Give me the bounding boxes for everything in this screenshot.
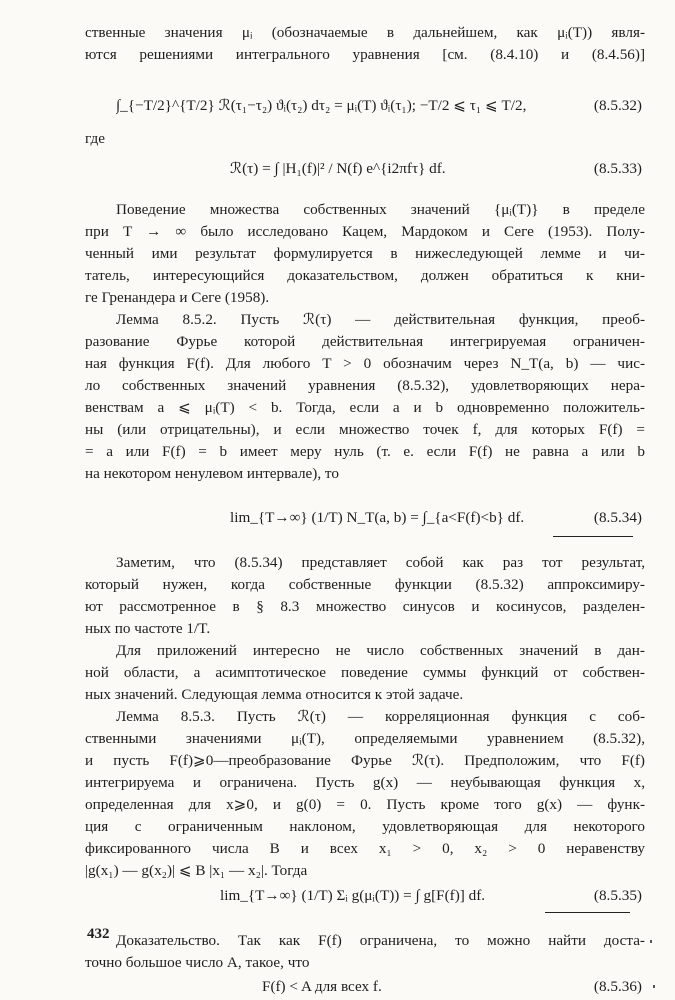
text-line-5: при T → ∞ было исследовано Кацем, Мардоком и Сеге (1953). Полу- [85, 223, 645, 240]
equation-rule [545, 912, 630, 913]
text-line-23: ных значений. Следующая лемма относится к этой задаче. [85, 686, 464, 703]
text-line-24: Лемма 8.5.3. Пусть ℛ(τ) — корреляционная функция с соб- [116, 708, 645, 725]
text-line-14: ны (или отрицательны), и если множество точек f, для которых F(f) = [85, 421, 645, 438]
text-line-11: ная функция F(f). Для любого T > 0 обозначим через N_T(a, b) — чис- [85, 355, 645, 372]
scan-speck [650, 940, 652, 943]
equation-8-5-35: lim_{T→∞} (1/T) Σᵢ g(μᵢ(T)) = ∫ g[F(f)] df. [220, 887, 486, 904]
text-line-26: и пусть F(f)⩾0—преобразование Фурье ℛ(τ). Предположим, что F(f) [85, 752, 645, 769]
equation-8-5-36: F(f) < A для всех f. [262, 978, 382, 995]
text-line-18: который нужен, когда собственные функции (8.5.32) аппроксимиру- [85, 576, 645, 593]
text-line-10: разование Фурье которой действительная интегрируемая ограничен- [85, 333, 645, 350]
text-line-9: Лемма 8.5.2. Пусть ℛ(τ) — действительная функция, преоб- [116, 311, 645, 328]
text-line-12: ло собственных значений уравнения (8.5.32), удовлетворяющих нера- [85, 377, 645, 394]
text-line-1: ственные значения μᵢ (обозначаемые в дальнейшем, как μᵢ(T)) явля- [85, 24, 645, 41]
text-line-2: ются решениями интегрального уравнения [см. (8.4.10) и (8.4.56)] [85, 46, 645, 63]
text-line-7: татель, интересующийся доказательством, должен обратиться к кни- [85, 267, 645, 284]
page-number: 432 [87, 926, 110, 942]
text-line-6: ченный ими результат формулируется в нижеследующей лемме и чи- [85, 245, 645, 262]
text-line-22: ной области, а асимптотическое поведение суммы функций от собствен- [85, 664, 645, 681]
text-line-27: интегрируема и ограничена. Пусть g(x) — неубывающая функция x, [85, 774, 645, 791]
text-line-19: ют рассмотренное в § 8.3 множество синусов и косинусов, разделен- [85, 598, 645, 615]
text-line-32: Доказательство. Так как F(f) ограничена, то можно найти доста- [116, 932, 645, 949]
equation-number-8-5-32: (8.5.32) [593, 97, 642, 114]
equation-number-8-5-34: (8.5.34) [593, 509, 642, 526]
text-line-8: ге Гренандера и Сеге (1958). [85, 289, 270, 306]
equation-rule [553, 536, 633, 537]
text-line-15: = a или F(f) = b имеет меру нуль (т. е. если F(f) не равна a или b [85, 443, 645, 460]
equation-number-8-5-33: (8.5.33) [593, 160, 642, 177]
equation-8-5-34: lim_{T→∞} (1/T) N_T(a, b) = ∫_{a<F(f)<b} df. [230, 509, 525, 526]
text-line-21: Для приложений интересно не число собственных значений в дан- [116, 642, 645, 659]
text-line-33: точно большое число A, такое, что [85, 954, 310, 971]
text-line-17: Заметим, что (8.5.34) представляет собой как раз тот результат, [116, 554, 645, 571]
text-line-20: ных по частоте 1/T. [85, 620, 211, 637]
equation-number-8-5-36: (8.5.36) [593, 978, 642, 995]
text-line-31: |g(x₁) — g(x₂)| ⩽ B |x₁ — x₂|. Тогда [85, 862, 308, 879]
text-line-13: венствам a ⩽ μᵢ(T) < b. Тогда, если a и b одновременно положитель- [85, 399, 645, 416]
text-line-30: фиксированного числа B и всех x₁ > 0, x₂ > 0 неравенству [85, 840, 645, 857]
scan-speck [653, 985, 655, 988]
text-line-28: определенная для x⩾0, и g(0) = 0. Пусть кроме того g(x) — функ- [85, 796, 645, 813]
equation-number-8-5-35: (8.5.35) [593, 887, 642, 904]
equation-8-5-33: ℛ(τ) = ∫ |H₁(f)|² / N(f) e^{i2πfτ} df. [230, 160, 446, 177]
text-line-16: на некотором ненулевом интервале), то [85, 465, 339, 482]
equation-8-5-32: ∫_{−T/2}^{T/2} ℛ(τ₁−τ₂) ϑᵢ(τ₂) dτ₂ = μᵢ(T) ϑᵢ(τ₁); −T/2 ⩽ τ₁ ⩽ T/2, [116, 97, 527, 114]
text-line-4: Поведение множества собственных значений {μᵢ(T)} в пределе [116, 201, 645, 218]
text-line-25: ственными значениями μᵢ(T), определяемыми уравнением (8.5.32), [85, 730, 645, 747]
text-line-3: где [85, 130, 105, 147]
text-line-29: ция с ограниченным наклоном, удовлетворяющая для некоторого [85, 818, 645, 835]
